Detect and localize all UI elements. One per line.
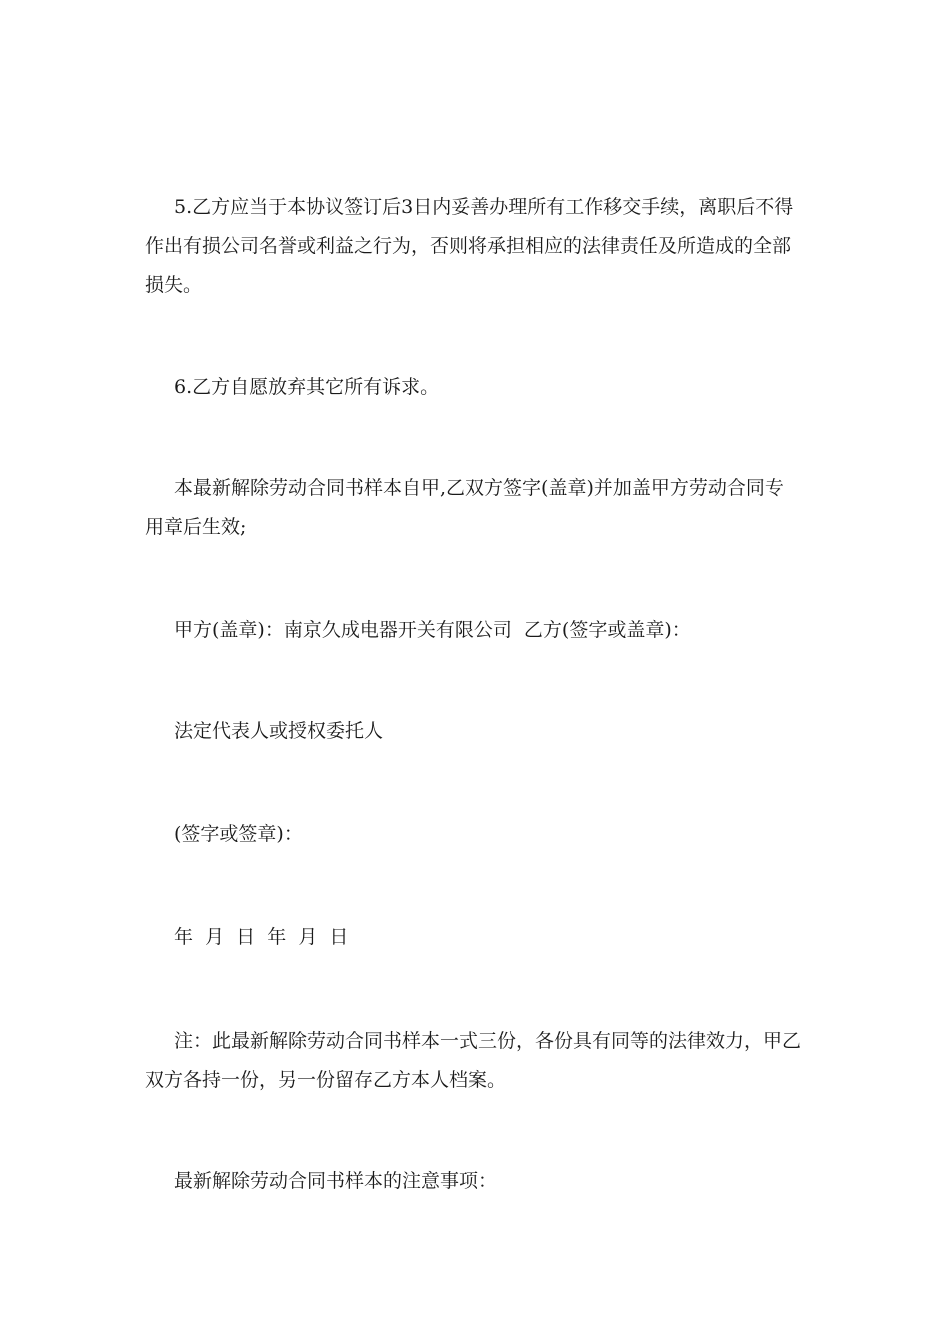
legal-representative: [145, 712, 805, 751]
legal-representative-text: 法定代表人或授权委托人: [174, 720, 384, 742]
party-signature-text: 甲方(盖章)：南京久成电器开关有限公司 乙方(签字或盖章)：: [174, 619, 691, 641]
clause-5-line-1: 5.乙方应当于本协议签订后3日内妥善办理所有工作移交手续，离职后不得: [174, 196, 794, 218]
note-line-2: 双方各持一份，另一份留存乙方本人档案。: [145, 1069, 507, 1091]
notice-heading-text: 最新解除劳动合同书样本的注意事项：: [174, 1170, 498, 1192]
effective-clause-line-2: 用章后生效;: [145, 516, 247, 538]
notice-heading: [145, 1162, 805, 1201]
date-line-text: 年 月 日 年 月 日: [174, 926, 349, 948]
date-line: [145, 918, 805, 957]
effective-clause: [145, 469, 805, 547]
signature-label: [145, 815, 805, 854]
party-signature-line: [145, 611, 805, 650]
note-line-1: 注：此最新解除劳动合同书样本一式三份，各份具有同等的法律效力，甲乙: [174, 1030, 802, 1052]
note-paragraph: [145, 1022, 805, 1100]
effective-clause-line-1: 本最新解除劳动合同书样本自甲,乙双方签字(盖章)并加盖甲方劳动合同专: [174, 477, 784, 499]
signature-label-text: (签字或签章)：: [174, 823, 303, 845]
clause-5-line-3: 损失。: [145, 274, 203, 296]
clause-5-line-2: 作出有损公司名誉或利益之行为，否则将承担相应的法律责任及所造成的全部: [145, 235, 792, 257]
clause-5: [145, 188, 805, 305]
clause-6-text: 6.乙方自愿放弃其它所有诉求。: [174, 376, 440, 398]
clause-6: [145, 368, 805, 407]
